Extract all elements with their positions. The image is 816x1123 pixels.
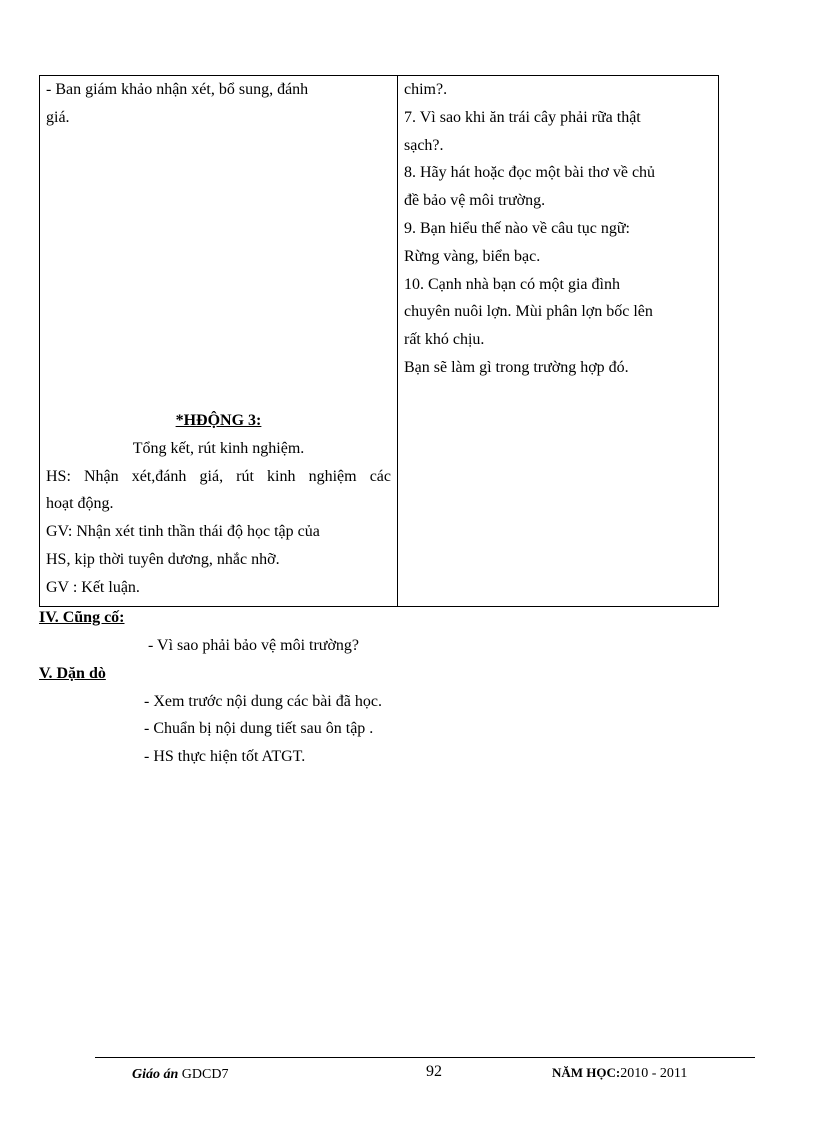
footer-rule	[95, 1057, 755, 1058]
footer-subject: GDCD7	[181, 1067, 229, 1082]
footer-doc-title: Giáo án	[132, 1067, 179, 1082]
activity-subtitle: Tổng kết, rút kinh nghiệm.	[132, 439, 305, 457]
left-bottom-block	[46, 407, 391, 602]
right-line: 10. Cạnh nhà bạn có một gia đình	[404, 275, 620, 293]
section-5-item: - HS thực hiện tốt ATGT.	[144, 748, 306, 765]
lesson-table	[39, 75, 719, 607]
footer-year-value: 2010 - 2011	[620, 1066, 688, 1081]
footer-year	[552, 1065, 687, 1082]
left-line: HS, kịp thời tuyên dương, nhắc nhỡ.	[46, 550, 280, 568]
right-line: sạch?.	[404, 136, 444, 154]
right-line: 7. Vì sao khi ăn trái cây phải rữa thật	[404, 108, 641, 126]
footer-year-label: NĂM HỌC:	[552, 1065, 621, 1080]
section-4-title: IV. Cũng cố:	[39, 609, 125, 626]
right-line: chuyên nuôi lợn. Mùi phân lợn bốc lên	[404, 303, 653, 321]
left-line: GV: Nhận xét tinh thần thái độ học tập của	[46, 523, 320, 541]
right-line: rất khó chịu.	[404, 331, 485, 349]
table-right-column	[398, 76, 718, 606]
right-line: Rừng vàng, biển bạc.	[404, 247, 541, 265]
right-line: Bạn sẽ làm gì trong trường hợp đó.	[404, 358, 629, 376]
section-5-item: - Chuẩn bị nội dung tiết sau ôn tập .	[144, 720, 374, 737]
left-line: GV : Kết luận.	[46, 578, 140, 596]
footer-doc-label	[132, 1067, 228, 1083]
left-line: hoạt động.	[46, 495, 114, 513]
section-4-item: - Vì sao phải bảo vệ môi trường?	[148, 637, 360, 654]
section-5-item: - Xem trước nội dung các bài đã học.	[144, 693, 382, 710]
left-line: giá.	[46, 108, 70, 126]
left-line: - Ban giám khảo nhận xét, bổ sung, đánh	[46, 81, 309, 98]
right-line: chim?.	[404, 81, 448, 98]
table-left-column	[40, 76, 398, 606]
activity-heading: *HĐỘNG 3:	[175, 412, 262, 429]
right-line: 8. Hãy hát hoặc đọc một bài thơ về chủ	[404, 164, 656, 182]
left-top-block	[46, 76, 391, 132]
right-line: 9. Bạn hiểu thế nào về câu tục ngữ:	[404, 219, 630, 237]
section-5-title: V. Dặn dò	[39, 665, 106, 682]
left-line: HS: Nhận xét,đánh giá, rút kinh nghiệm các	[46, 467, 391, 485]
right-line: đề bảo vệ môi trường.	[404, 192, 546, 210]
page-number: 92	[426, 1063, 442, 1080]
